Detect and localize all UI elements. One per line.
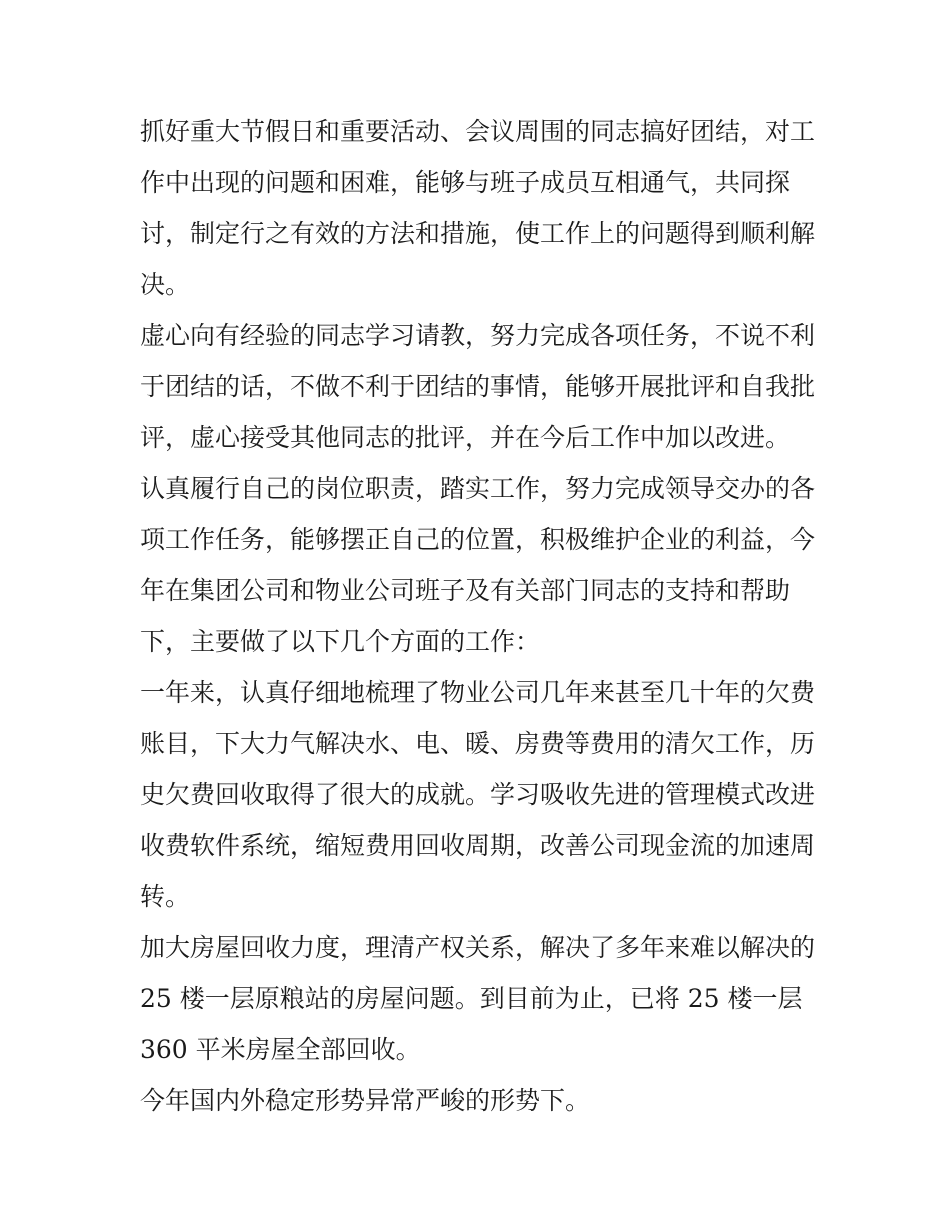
text-line: 年在集团公司和物业公司班子及有关部门同志的支持和帮助 xyxy=(140,576,791,605)
text-line: 评，虚心接受其他同志的批评，并在今后工作中加以改进。 xyxy=(140,423,791,452)
text-line: 一年来，认真仔细地梳理了物业公司几年来甚至几十年的欠费 xyxy=(140,678,816,707)
paragraph-unity xyxy=(140,106,815,310)
text-line: 账目，下大力气解决水、电、暖、房费等费用的清欠工作，历 xyxy=(140,729,816,758)
paragraph-arrears xyxy=(140,667,815,922)
text-line: 下，主要做了以下几个方面的工作： xyxy=(140,627,541,656)
text-line: 25 楼一层原粮站的房屋问题。到目前为止，已将 25 楼一层 xyxy=(140,984,803,1013)
text-line: 认真履行自己的岗位职责，踏实工作，努力完成领导交办的各 xyxy=(140,474,816,503)
text-line: 项工作任务，能够摆正自己的位置，积极维护企业的利益，今 xyxy=(140,525,816,554)
paragraph-situation xyxy=(140,1075,815,1126)
text-line: 决。 xyxy=(140,270,191,299)
text-line: 加大房屋回收力度，理清产权关系，解决了多年来难以解决的 xyxy=(140,933,816,962)
text-line: 今年国内外稳定形势异常严峻的形势下。 xyxy=(140,1086,591,1115)
text-line: 虚心向有经验的同志学习请教，努力完成各项任务，不说不利 xyxy=(140,321,816,350)
text-line: 于团结的话，不做不利于团结的事情，能够开展批评和自我批 xyxy=(140,372,816,401)
paragraph-housing xyxy=(140,922,815,1075)
text-line: 史欠费回收取得了很大的成就。学习吸收先进的管理模式改进 xyxy=(140,780,816,809)
text-line: 作中出现的问题和困难，能够与班子成员互相通气，共同探 xyxy=(140,168,791,197)
paragraph-duties xyxy=(140,463,815,667)
text-line: 收费软件系统，缩短费用回收周期，改善公司现金流的加速周 xyxy=(140,831,816,860)
document-body xyxy=(140,106,815,1126)
text-line: 转。 xyxy=(140,882,191,911)
text-line: 抓好重大节假日和重要活动、会议周围的同志搞好团结，对工 xyxy=(140,117,816,146)
text-line: 讨，制定行之有效的方法和措施，使工作上的问题得到顺利解 xyxy=(140,219,816,248)
text-line: 360 平米房屋全部回收。 xyxy=(140,1035,421,1064)
paragraph-learning xyxy=(140,310,815,463)
